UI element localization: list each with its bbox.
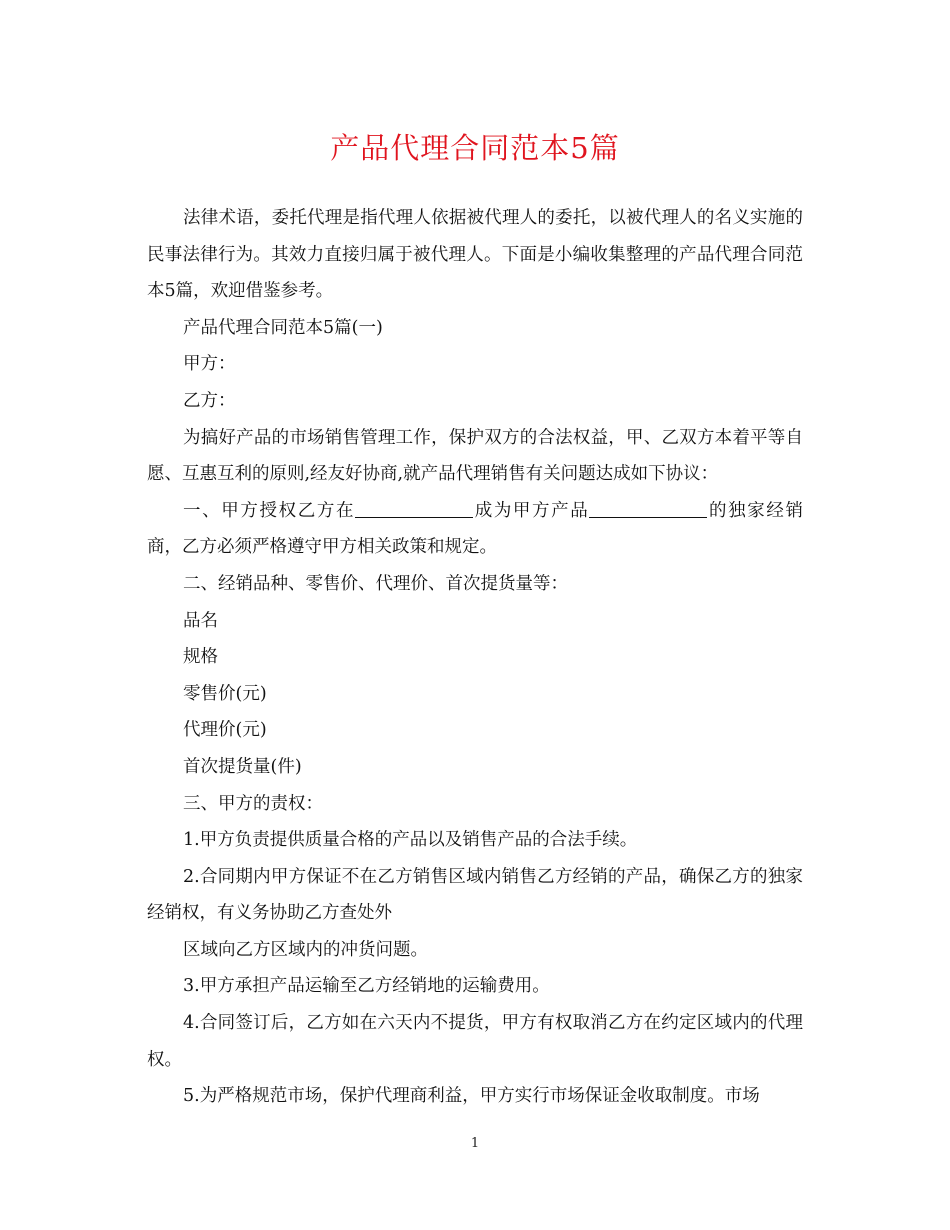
field-agent-price: 代理价(元) bbox=[183, 720, 267, 741]
clause-3-heading: 三、甲方的责权： bbox=[183, 793, 323, 814]
clause-1-part-2: 成为甲方产品 bbox=[473, 500, 590, 521]
intro-paragraph: 法律术语，委托代理是指代理人依据被代理人的委托，以被代理人的名义实施的民事法律行为。其效力直接归属于被代理人。下面是小编收集整理的产品代理合同范本5篇，欢迎借鉴参考。 bbox=[147, 208, 803, 302]
fill-blank-product bbox=[589, 499, 707, 518]
field-spec: 规格 bbox=[183, 647, 218, 668]
clause-1-part-3: 的独家经销商，乙方必须严格遵守甲方相关政策和规定。 bbox=[147, 500, 804, 558]
preamble-paragraph: 为搞好产品的市场销售管理工作，保护双方的合法权益，甲、乙双方本着平等自愿、互惠互利的原则,经友好协商,就产品代理销售有关问题达成如下协议： bbox=[147, 427, 803, 485]
field-retail-price: 零售价(元) bbox=[183, 683, 267, 704]
page-number: 1 bbox=[470, 1136, 480, 1151]
clause-3-item-3: 3.甲方承担产品运输至乙方经销地的运输费用。 bbox=[183, 976, 550, 997]
clause-3-item-4: 4.合同签订后，乙方如在六天内不提货，甲方有权取消乙方在约定区域内的代理权。 bbox=[147, 1013, 803, 1070]
clause-3-item-2-continued: 区域向乙方区域内的冲货问题。 bbox=[183, 939, 428, 960]
fill-blank-region bbox=[355, 499, 473, 518]
party-b-label: 乙方： bbox=[183, 390, 236, 411]
clause-2-heading: 二、经销品种、零售价、代理价、首次提货量等： bbox=[183, 573, 568, 594]
clause-3-item-2: 2.合同期内甲方保证不在乙方销售区域内销售乙方经销的产品，确保乙方的独家经销权，有义务协助乙方查处外 bbox=[147, 866, 803, 924]
document-title: 产品代理合同范本5篇 bbox=[330, 131, 620, 165]
party-a-label: 甲方： bbox=[183, 354, 236, 375]
clause-3-item-1: 1.甲方负责提供质量合格的产品以及销售产品的合法手续。 bbox=[183, 830, 638, 851]
field-first-order-qty: 首次提货量(件) bbox=[183, 756, 302, 777]
clause-3-item-5: 5.为严格规范市场，保护代理商利益，甲方实行市场保证金收取制度。市场 bbox=[183, 1086, 760, 1107]
field-product-name: 品名 bbox=[183, 610, 218, 631]
clause-1-part-1: 一、甲方授权乙方在 bbox=[183, 500, 356, 521]
section-heading: 产品代理合同范本5篇(一) bbox=[183, 317, 383, 338]
document-body bbox=[147, 200, 803, 1115]
clause-1 bbox=[147, 493, 803, 566]
